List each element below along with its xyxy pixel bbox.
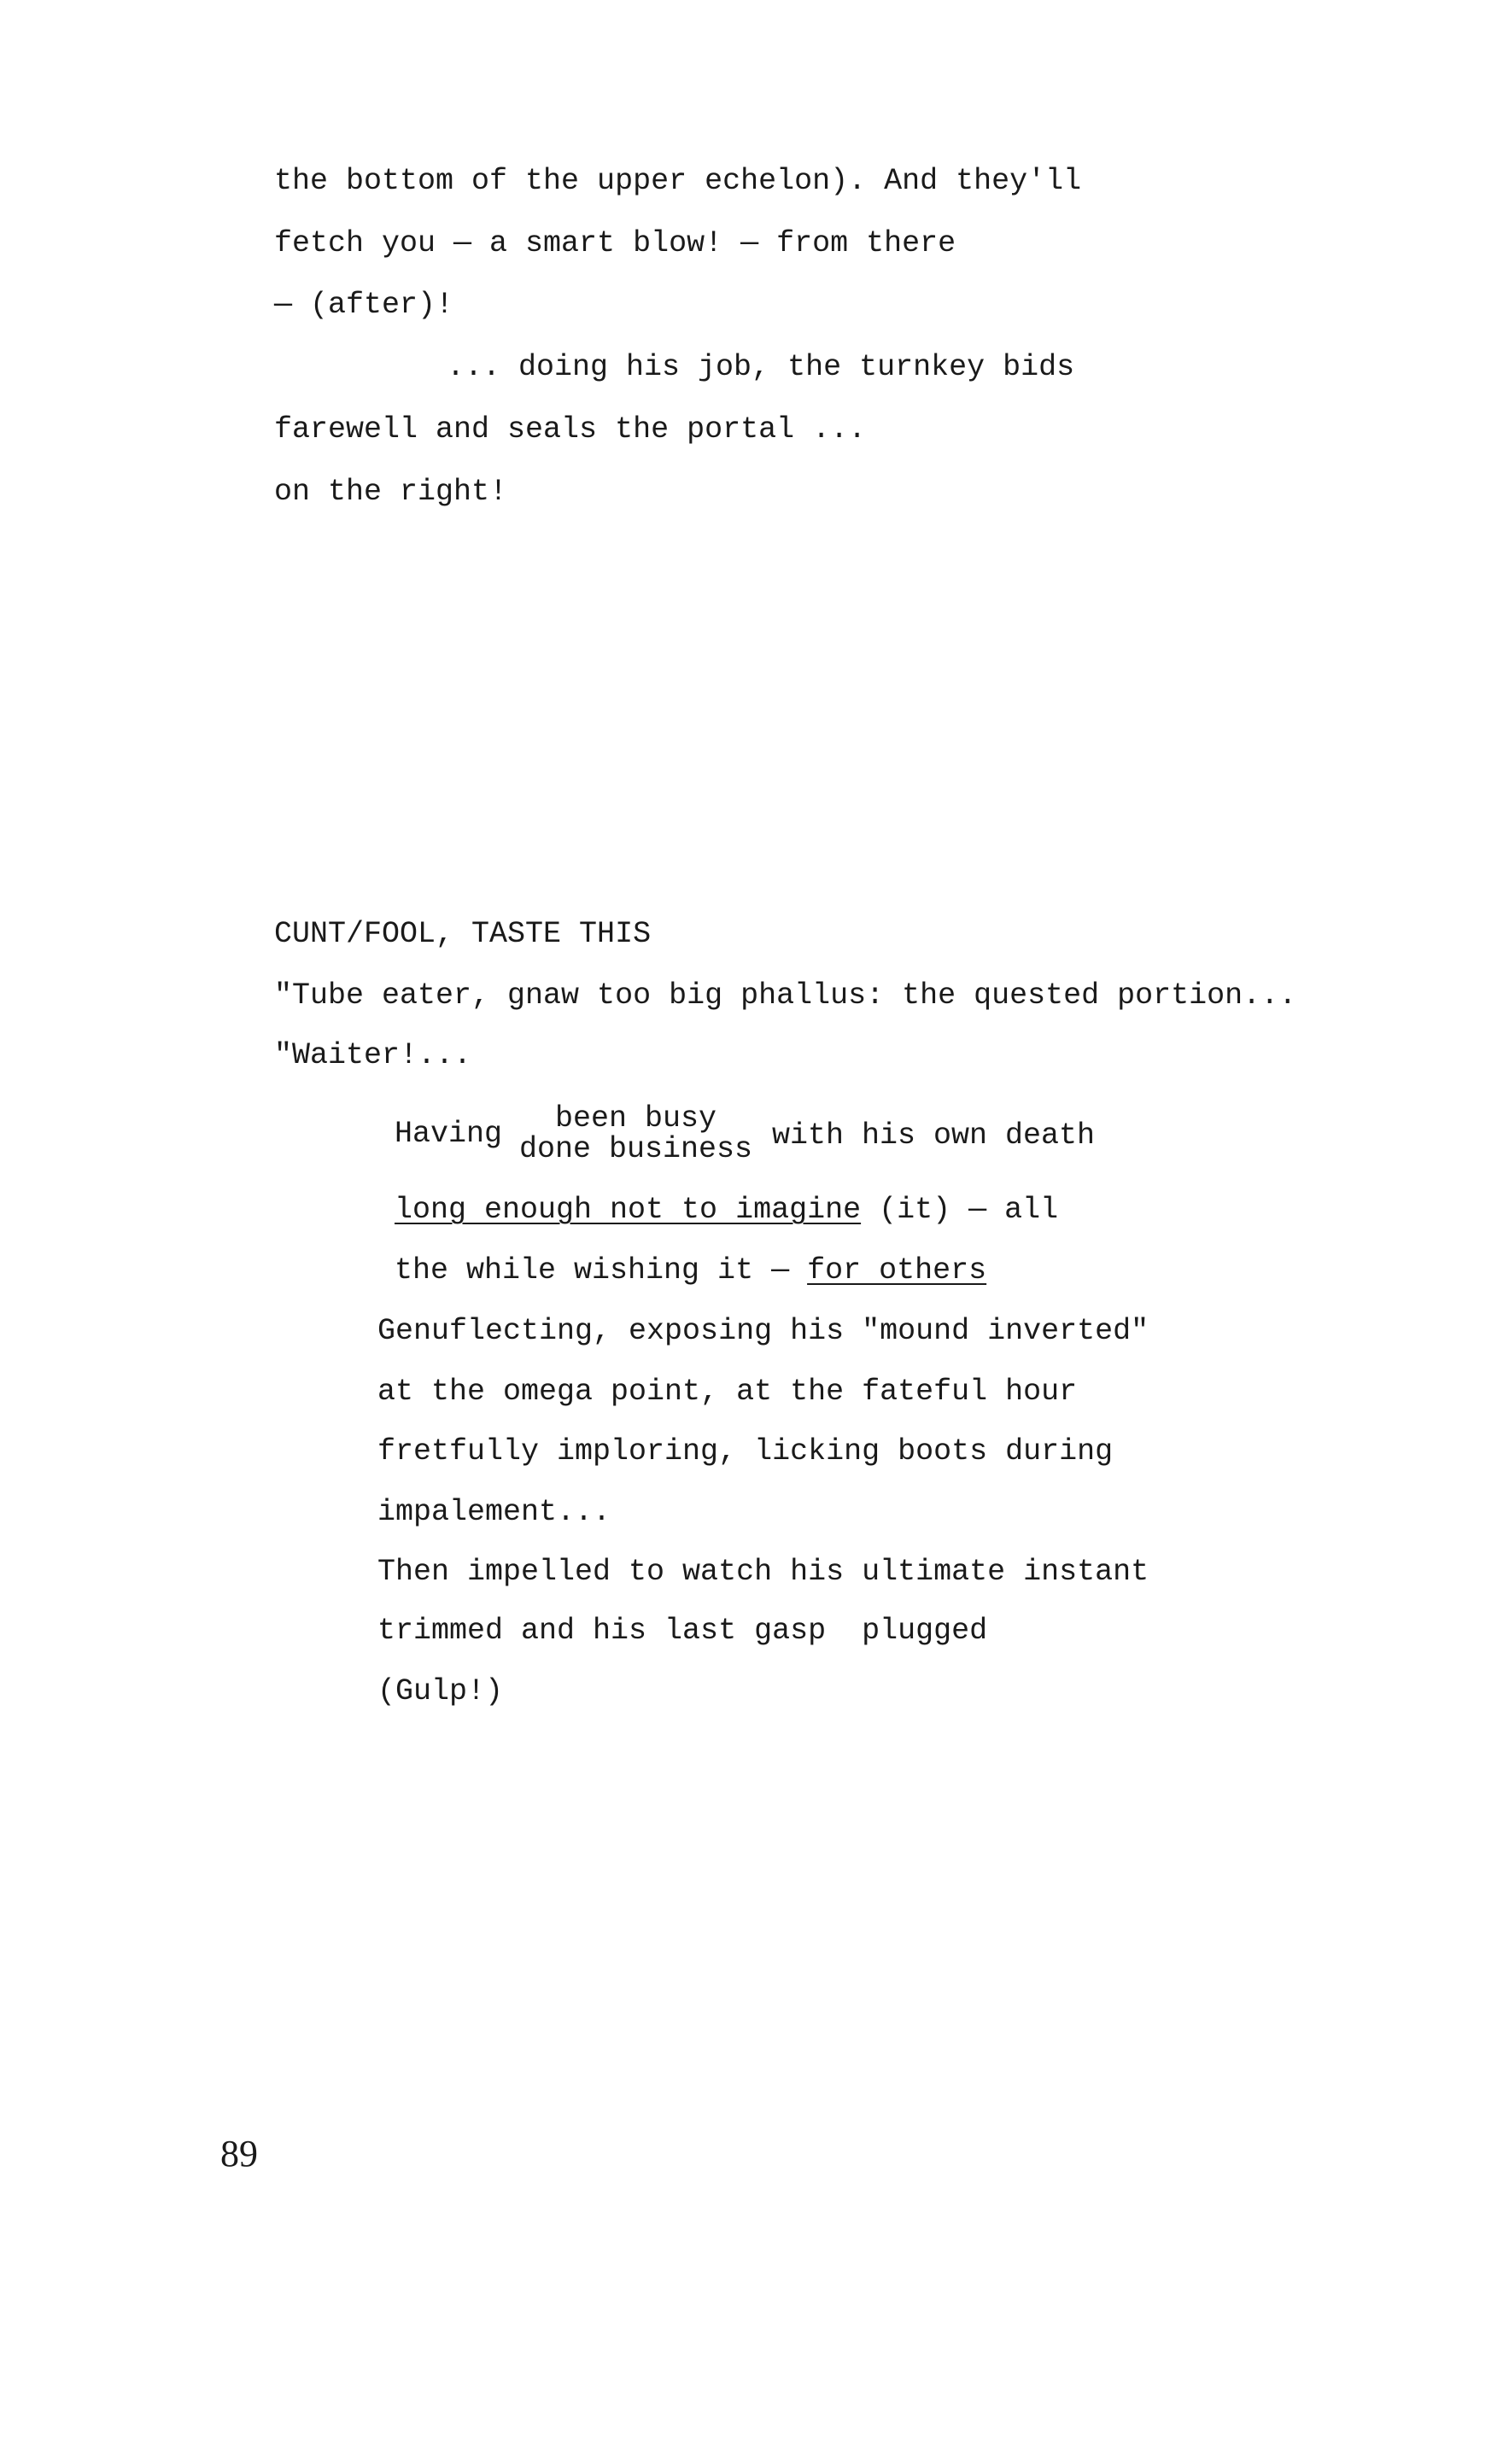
text-line: "Tube eater, gnaw too big phallus: the quested portion... <box>274 978 1297 1013</box>
text-line: Having <box>395 1117 503 1151</box>
alternate-reading-top: been busy <box>555 1101 717 1136</box>
text-fragment: the while wishing it — <box>395 1253 808 1287</box>
text-line: fetch you — a smart blow! — from there <box>274 226 956 260</box>
text-fragment: (it) — all <box>861 1193 1059 1227</box>
text-line: trimmed and his last gasp plugged <box>377 1614 988 1648</box>
text-line: fretfully imploring, licking boots during <box>377 1434 1114 1468</box>
text-line <box>395 1193 1058 1227</box>
text-line: with his own death <box>772 1118 1096 1153</box>
text-line <box>395 1253 986 1287</box>
text-line: farewell and seals the portal ... <box>274 412 867 447</box>
text-line: — (after)! <box>274 288 454 322</box>
text-line: impalement... <box>377 1495 611 1529</box>
text-line: Genuflecting, exposing his "mound inverted" <box>377 1314 1149 1348</box>
text-line: at the omega point, at the fateful hour <box>377 1375 1078 1409</box>
text-line: (Gulp!) <box>377 1674 504 1708</box>
text-line: ... doing his job, the turnkey bids <box>447 350 1075 384</box>
text-line: Then impelled to watch his ultimate instant <box>377 1555 1149 1589</box>
page-number: 89 <box>220 2133 258 2175</box>
alternate-reading-bottom: done business <box>519 1132 753 1166</box>
underlined-phrase: for others <box>807 1253 987 1287</box>
text-line: "Waiter!... <box>274 1038 472 1072</box>
section-heading: CUNT/FOOL, TASTE THIS <box>274 917 652 951</box>
text-line: the bottom of the upper echelon). And they'll <box>274 164 1082 198</box>
underlined-phrase: long enough not to imagine <box>395 1193 862 1227</box>
text-line: on the right! <box>274 475 508 509</box>
